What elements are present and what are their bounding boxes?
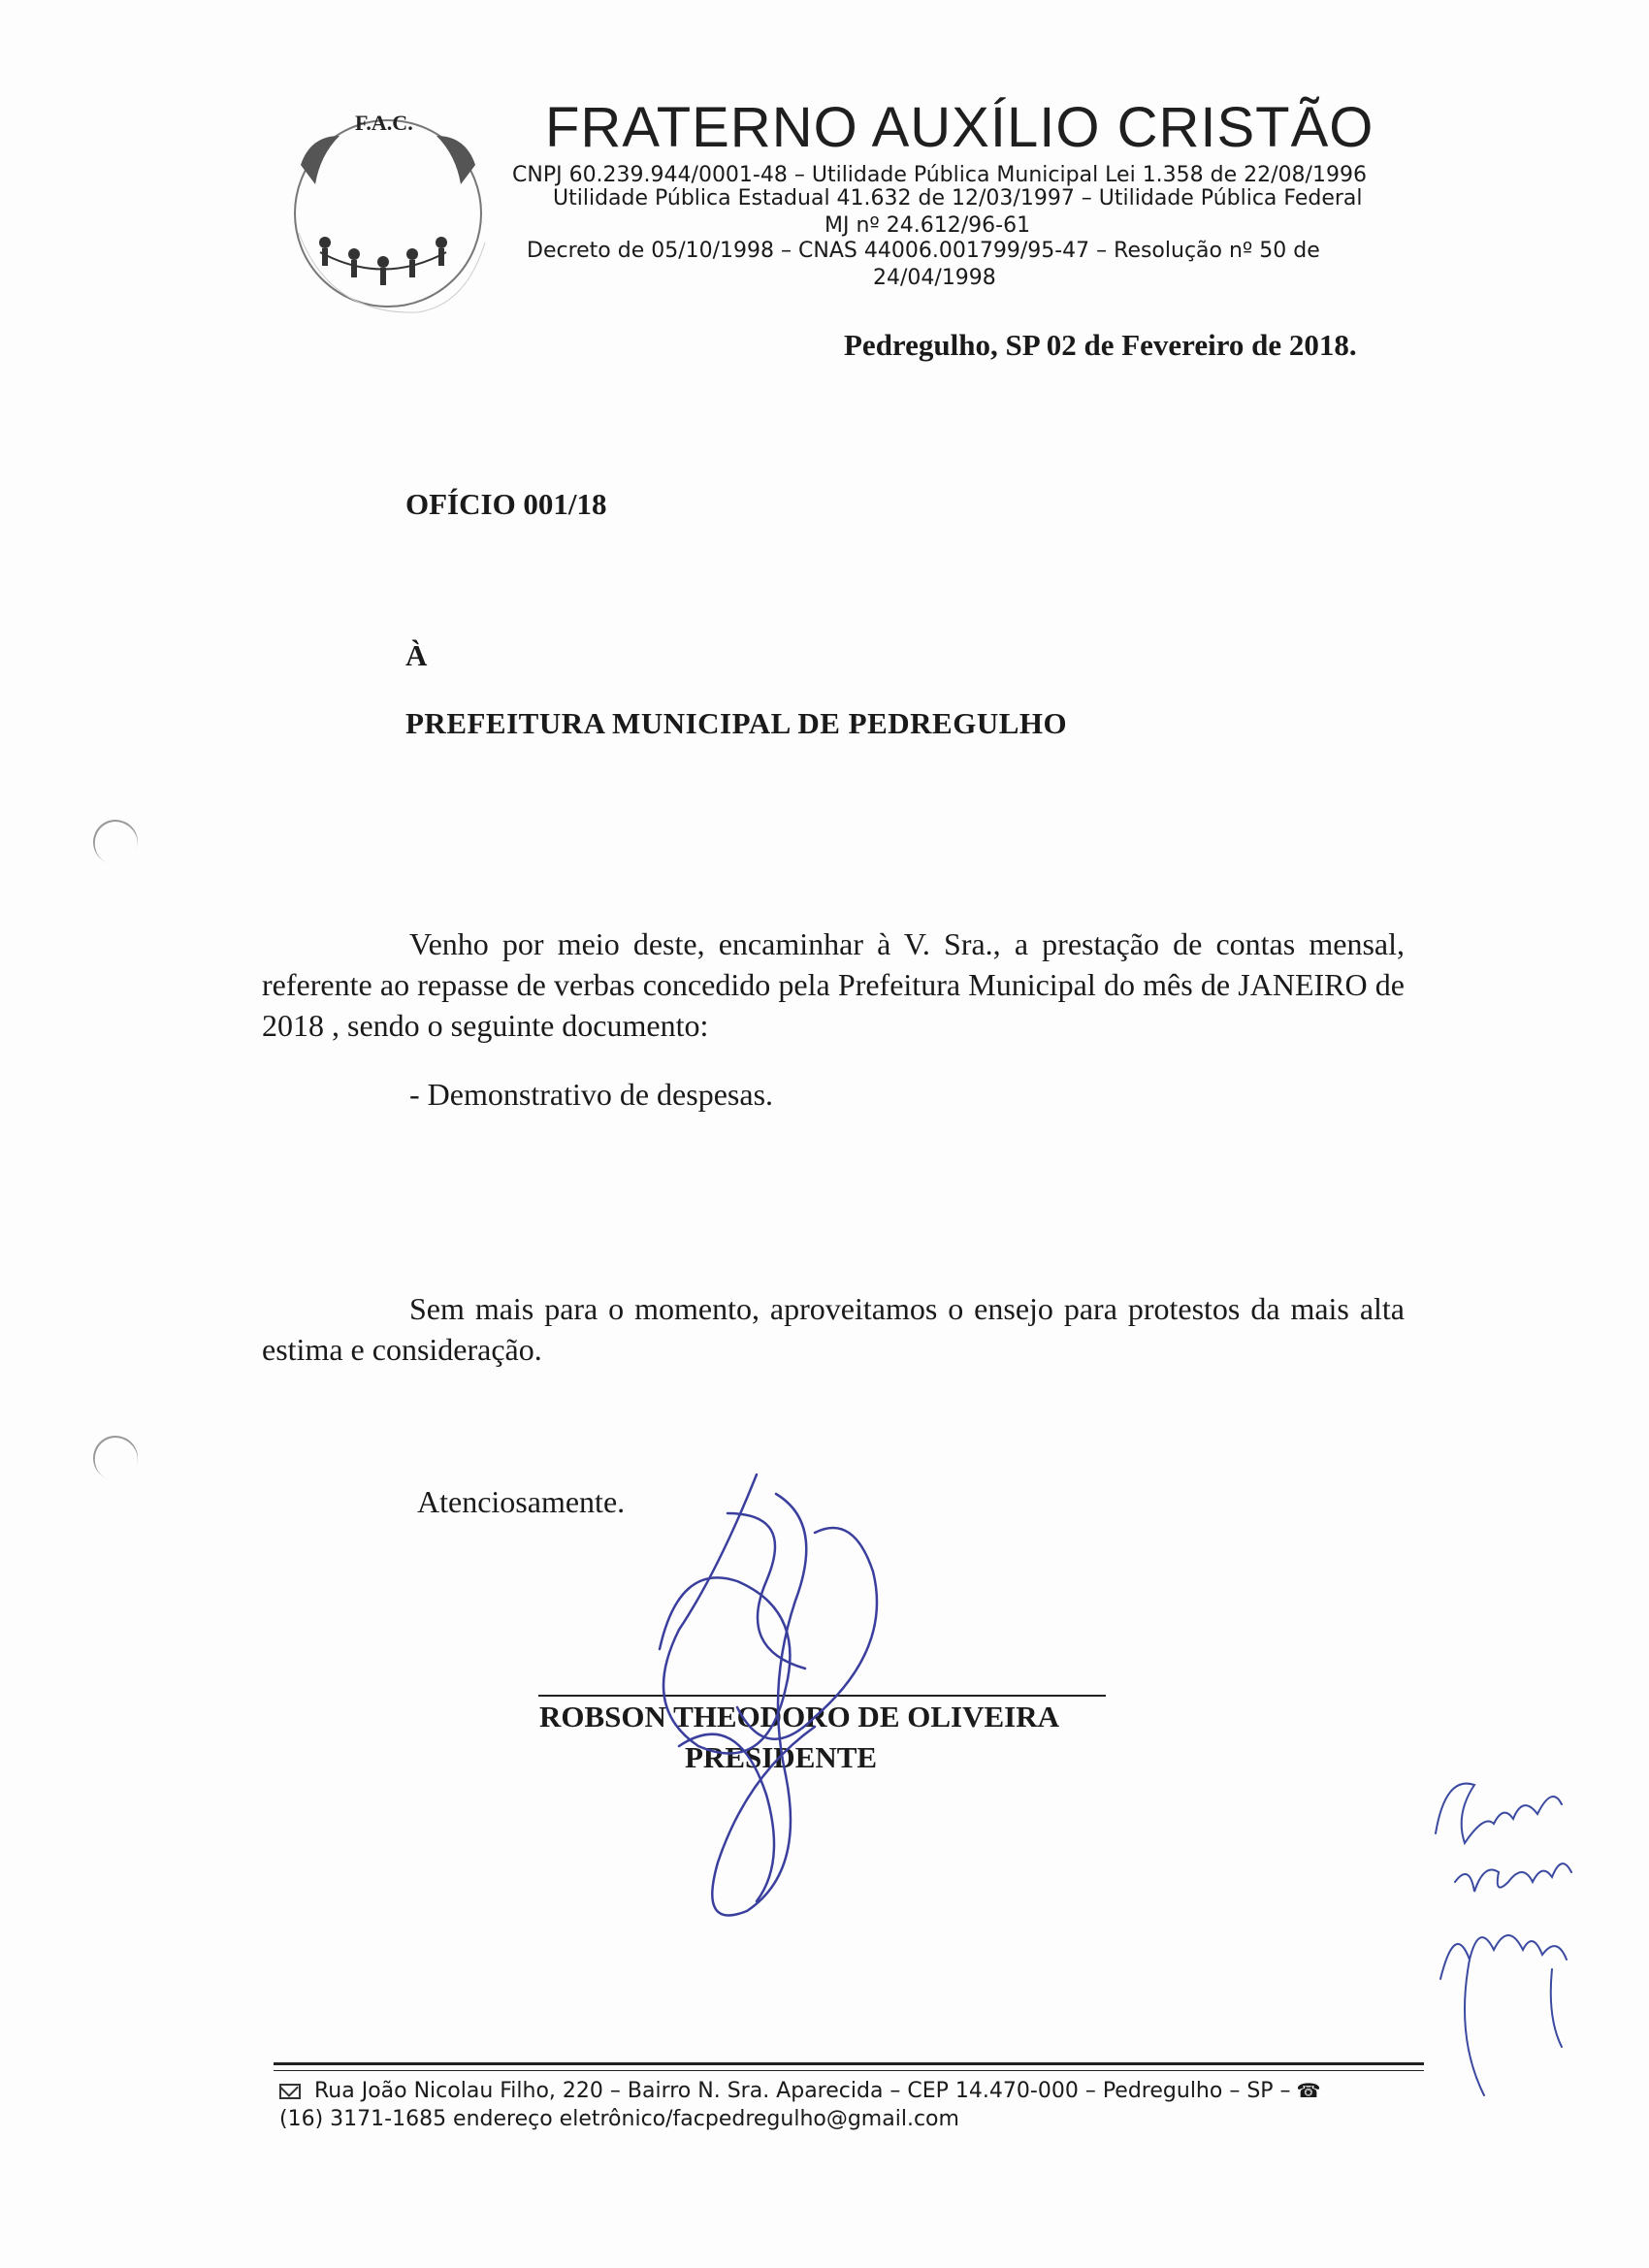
footer-rule-thin [274,2070,1424,2071]
received-stamp-note [1416,1727,1610,2134]
envelope-icon [279,2084,301,2099]
footer-contact: (16) 3171-1685 endereço eletrônico/facpedregulho@gmail.com [279,2107,959,2131]
body-paragraph-2 [262,1288,1405,1370]
registration-line-3: MJ nº 24.612/96-61 [824,213,1031,238]
body-paragraph-1-text: Venho por meio deste, encaminhar à V. Sra., a prestação de contas mensal, referente ao repasse de verbas concedido pela Prefeitura Municipal do mês de JANEIRO de 2018 , sendo o seguinte documento: [262,926,1405,1043]
closing: Atenciosamente. [417,1484,626,1519]
footer-address: Rua João Nicolau Filho, 220 – Bairro N. Sra. Aparecida – CEP 14.470-000 – Pedregulho – SP – [314,2079,1291,2103]
oficio-number: OFÍCIO 001/18 [405,487,607,521]
telephone-icon: ☎ [1296,2079,1321,2102]
signatory-title: PRESIDENTE [685,1740,878,1774]
punch-hole [87,1430,145,1487]
registration-line-2: Utilidade Pública Estadual 41.632 de 12/03/1997 – Utilidade Pública Federal [553,186,1363,211]
signatory-name: ROBSON THEODORO DE OLIVEIRA [539,1700,1060,1733]
recipient: PREFEITURA MUNICIPAL DE PEDREGULHO [405,706,1068,740]
received-note-text: Recebi em 28/02/18 [1416,1727,1425,1728]
registration-line-4: Decreto de 05/10/1998 – CNAS 44006.001799/95-47 – Resolução nº 50 de [527,239,1320,263]
registration-line-1: CNPJ 60.239.944/0001-48 – Utilidade Pública Municipal Lei 1.358 de 22/08/1996 [512,163,1367,187]
handwritten-signature [621,1455,931,1940]
document-list-item: - Demonstrativo de despesas. [409,1077,774,1112]
body-paragraph-1 [262,923,1405,1046]
salutation: À [405,638,428,672]
organization-name: FRATERNO AUXÍLIO CRISTÃO [545,96,1374,159]
punch-hole [87,814,145,871]
date-line: Pedregulho, SP 02 de Fevereiro de 2018. [844,328,1357,362]
body-paragraph-2-text: Sem mais para o momento, aproveitamos o ensejo para protestos da mais alta estima e consideração. [262,1291,1405,1367]
registration-line-5: 24/04/1998 [873,266,996,290]
fac-logo [272,97,504,330]
footer-rule-thick [274,2062,1424,2065]
footer-address-line [279,2079,1320,2103]
logo-text: F.A.C. [355,111,413,135]
